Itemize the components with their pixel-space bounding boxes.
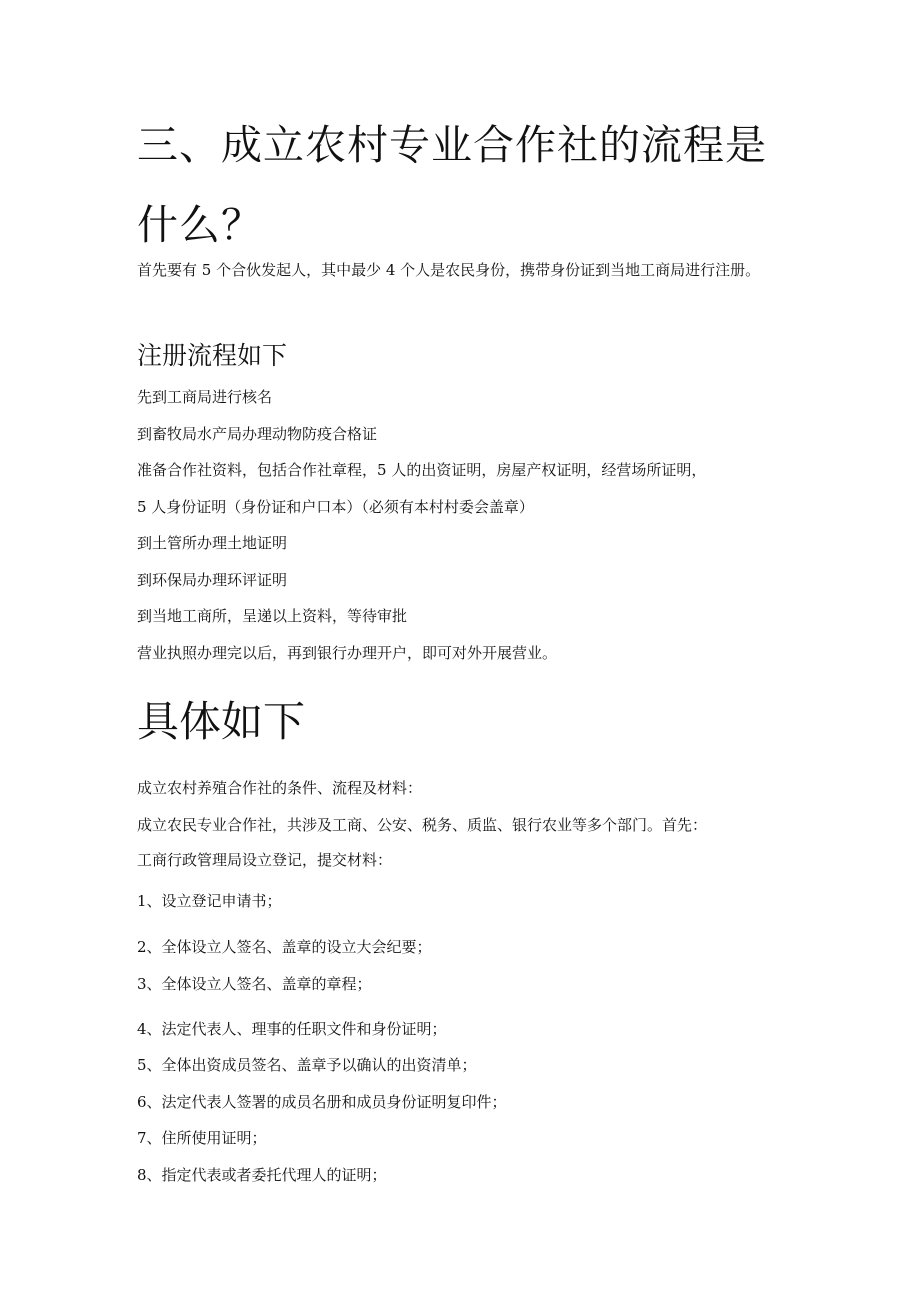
registration-step: 准备合作社资料，包括合作社章程，5 人的出资证明，房屋产权证明，经营场所证明， — [137, 461, 707, 479]
registration-step: 到土管所办理土地证明 — [137, 534, 288, 552]
material-item: 2、全体设立人签名、盖章的设立大会纪要； — [137, 938, 432, 956]
registration-step: 营业执照办理完以后，再到银行办理开户，即可对外开展营业。 — [137, 644, 558, 662]
details-title: 具体如下 — [137, 697, 306, 746]
registration-step: 到环保局办理环评证明 — [137, 571, 288, 589]
registration-step: 到当地工商所，呈递以上资料，等待审批 — [137, 607, 408, 625]
intro-paragraph: 首先要有 5 个合伙发起人，其中最少 4 个人是农民身份，携带身份证到当地工商局进行注册。 — [137, 261, 761, 279]
registration-title: 注册流程如下 — [137, 341, 288, 370]
material-item: 5、全体出资成员签名、盖章予以确认的出资清单； — [137, 1056, 477, 1074]
material-item: 7、住所使用证明； — [137, 1129, 267, 1147]
registration-step: 先到工商局进行核名 — [137, 388, 273, 406]
details-line: 工商行政管理局设立登记，提交材料： — [137, 851, 393, 869]
material-item: 6、法定代表人签署的成员名册和成员身份证明复印件； — [137, 1093, 507, 1111]
details-line: 成立农民专业合作社，共涉及工商、公安、税务、质监、银行农业等多个部门。首先： — [137, 816, 708, 834]
registration-step: 到畜牧局水产局办理动物防疫合格证 — [137, 425, 378, 443]
page-title: 三、成立农村专业合作社的流程是什么？ — [137, 121, 767, 249]
details-line: 成立农村养殖合作社的条件、流程及材料： — [137, 779, 423, 797]
material-item: 8、指定代表或者委托代理人的证明； — [137, 1166, 387, 1184]
registration-step: 5 人身份证明（身份证和户口本）（必须有本村村委会盖章） — [137, 498, 534, 516]
material-item: 3、全体设立人签名、盖章的章程； — [137, 975, 372, 993]
material-item: 1、设立登记申请书； — [137, 892, 282, 910]
material-item: 4、法定代表人、理事的任职文件和身份证明； — [137, 1020, 447, 1038]
